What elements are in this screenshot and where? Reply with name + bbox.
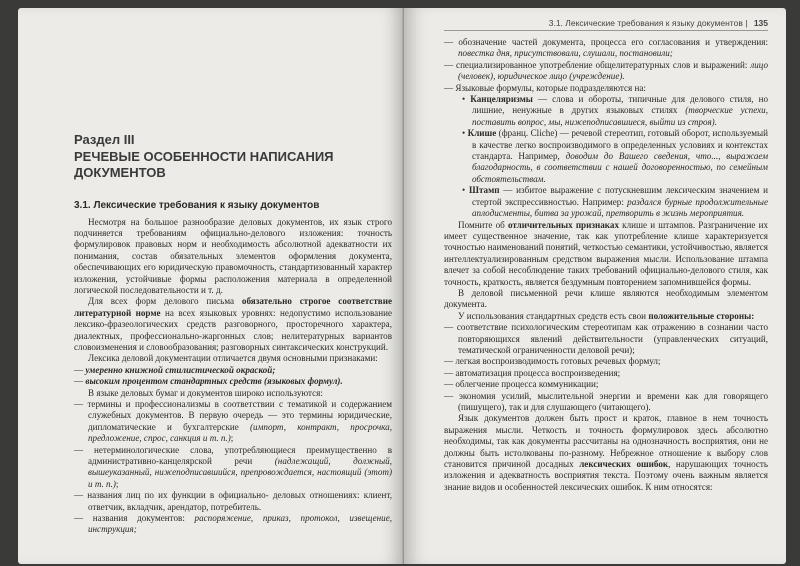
list-item: — Языковые формулы, которые подразделяются на: bbox=[444, 82, 646, 93]
list-item: — высоким процентом стандартных средств (языковых формул). bbox=[74, 376, 343, 387]
page-number: 135 bbox=[753, 18, 768, 28]
running-title: 3.1. Лексические требования к языку документов bbox=[548, 18, 743, 28]
paragraph: В деловой письменной речи клише являются необходимым элементом документа. bbox=[444, 287, 768, 310]
paragraph: Язык документов должен быть прост и краток, главное в нем точность выражения мысли. Четкость и точность формулировок здесь абсолютно необходимы, так как документы рассчитаны на однозначность восприятия, они не должны быть истолкованы по-разному. Небрежное отношение к выбору слов становится причиной досадных лексических ошибок, нарушающих точность изложения и адекватность восприятия текста. Поэтому очень важным является знание видов и особенностей лексических ошибок. К ним относятся: bbox=[444, 413, 769, 492]
running-header: 3.1. Лексические требования к языку документов | 135 bbox=[444, 18, 768, 31]
paragraph: Помните об отличительных признаках клише и штампов. Разграничение их имеет существенное значение, так как употребление клише характеризуется точностью наименований понятий, четкостью семантики, устойчивостью, является интеллектуализированным средством выражения мысли. Использование штампа влечет за собой несоблюдение таких требований официально-делового стиля, как точность, краткость, является бездумным повторением запомнившейся формы. bbox=[444, 219, 768, 287]
list-item: — названия документов: распоряжение, приказ, протокол, извещение, инструкция; bbox=[74, 513, 393, 535]
list-item: — автоматизация процесса воспроизведения; bbox=[444, 367, 621, 378]
list-item: • Клише (франц. Cliche) — речевой стереотип, готовый оборот, используемый в качестве легко воспроизводимого в определенных условиях и контекстах стандарта. Например, доводим до Вашего сведения, что..., выражаем благодарность, в соответствии с нашей договоренностью, по семейным обстоятельствам. bbox=[462, 128, 768, 184]
section-title: РЕЧЕВЫЕ ОСОБЕННОСТИ НАПИСАНИЯ ДОКУМЕНТОВ bbox=[74, 149, 334, 181]
list-item: — нетерминологические слова, употребляющиеся преимущественно в административно-канцелярской речи (надлежащий, должный, вышеуказанный, нижеподписавшийся, препровождается, настоящий (этот) и т. п.); bbox=[74, 444, 392, 489]
list-item: — экономия усилий, мыслительной энергии и времени как для говорящего (пишущего), так и для слушающего (читающего). bbox=[444, 390, 768, 412]
list-item: — названия лиц по их функции в официально- деловых отношениях: клиент, ответчик, вкладчик, арендатор, потребитель. bbox=[74, 490, 392, 512]
section-label: Раздел III bbox=[74, 132, 135, 147]
list-item: — соответствие психологическим стереотипам как отражению в сознании часто повторяющихся явлений действительности (управленческих ситуаций, тематической ограниченности деловой речи); bbox=[444, 322, 768, 355]
paragraph: Для всех форм делового письма обязательно строгое соответствие литературной норме на всех языковых уровнях: недопустимо использование лексико-фразеологических средств разговорного, просторечного характера, диалектных, профессионально-жаргонных слов; нелитературных вариантов словоизменения и словообразования; разговорных синтаксических конструкций. bbox=[74, 296, 392, 352]
right-page bbox=[404, 8, 786, 564]
list-item: — термины и профессионализмы в соответствии с тематикой и содержанием служебных документов. В первую очередь — это термины юридические, дипломатические и бухгалтерские (импорт, контракт, просрочка, предложение, спрос, санкция и т. п.); bbox=[74, 399, 392, 444]
paragraph: Лексика деловой документации отличается двумя основными признаками: bbox=[88, 353, 378, 364]
paragraph: У использования стандартных средств есть свои положительные стороны: bbox=[458, 310, 755, 321]
list-item: — легкая воспроизводимость готовых речевых формул; bbox=[444, 356, 661, 367]
paragraph: Несмотря на большое разнообразие деловых документов, их язык строго подчиняется требованиям официально-делового изложения: точность формулировок правовых норм и необходимость абсолютной адекватности их понимания, состав обязательных элементов оформления документа, обеспечивающих его юридическую правомочность, стандартизованный характер изложения, устойчивые формы расположения материала в определенной логической последовательности и т. д. bbox=[74, 216, 392, 295]
paragraph: В языке деловых бумаг и документов широко используются: bbox=[88, 387, 323, 398]
list-item: • Канцеляризмы — слова и обороты, типичные для делового стиля, но лишние, ненужные в других языковых стилях (творческие успехи, поставить вопрос, мы, нижеподписавшиеся, выйти из строя). bbox=[462, 94, 768, 127]
list-item: • Штамп — избитое выражение с потускневшим лексическим значением и стертой экспрессивностью. Например: раздался бурные продолжительные аплодисменты, битва за урожай, претворить в жизнь мероприятия. bbox=[462, 185, 768, 219]
list-item: — умеренно книжной стилистической окраской; bbox=[74, 364, 276, 375]
list-item: — специализированное употребление общелитературных слов и выражений: лицо (человек), юридическое лицо (учреждение). bbox=[444, 59, 768, 82]
left-page bbox=[18, 8, 404, 564]
list-item: — обозначение частей документа, процесса его согласования и утверждения: повестка дня, присутствовали, слушали, постановили; bbox=[444, 37, 768, 59]
subsection-title: 3.1. Лексические требования к языку документов bbox=[74, 199, 320, 211]
list-item: — облегчение процесса коммуникации; bbox=[444, 379, 599, 390]
